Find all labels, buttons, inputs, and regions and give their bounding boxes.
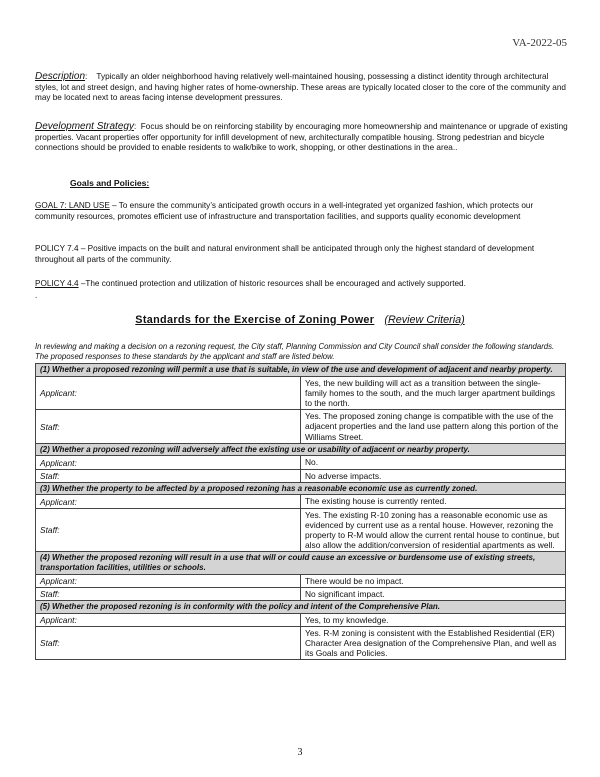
criterion-question: (4) Whether the proposed rezoning will result in a use that will or could cause an excessive or burdensome use of existing streets, transportation facilities, utilities or schools. bbox=[36, 552, 566, 574]
criterion-1-staff-row bbox=[36, 410, 566, 444]
standards-title-main: Standards for the Exercise of Zoning Power bbox=[135, 314, 375, 326]
applicant-label: Applicant: bbox=[36, 613, 301, 626]
criterion-3-applicant-row bbox=[36, 495, 566, 508]
description-text: Typically an older neighborhood having relatively well-maintained housing, possessing a distinct identity through architectural styles, lot and street design, and having higher rates of home-ownership. These areas are typically located closer to the core of the community and may be located next to areas facing intense development pressures. bbox=[35, 72, 566, 103]
goal7-paragraph bbox=[35, 201, 568, 222]
criteria-table bbox=[35, 363, 566, 660]
policy74-text: POLICY 7.4 – Positive impacts on the built and natural environment shall be anticipated through only the highest standard of development throughout all parts of the community. bbox=[35, 244, 535, 264]
applicant-response: No. bbox=[301, 456, 566, 469]
development-strategy-label: Development Strategy bbox=[35, 121, 134, 132]
criterion-3-question-row bbox=[36, 482, 566, 495]
staff-response: No significant impact. bbox=[301, 587, 566, 600]
policy44-paragraph bbox=[35, 279, 568, 290]
criterion-2-question-row bbox=[36, 443, 566, 456]
description-paragraph: Description: Typically an older neighborhood having relatively well-maintained housing, possessing a distinct identity through architectural styles, lot and street design, and having higher rates of home-ownership. These areas are typically located closer to the core of the community and may be located next to areas facing intense development pressures. bbox=[35, 71, 566, 103]
criterion-4-question-row bbox=[36, 552, 566, 574]
development-strategy-text: Focus should be on reinforcing stability by encouraging more homeownership and maintenance or upgrade of existing properties. Vacant properties offer opportunity for infill development of new, architecturally compatible housing. Strong pedestrian and bicycle connections should be provided to enable residents to walk/bike to work, shopping, or other destinations in the area.. bbox=[35, 122, 568, 153]
policy44-trailing-dot: . bbox=[35, 291, 38, 300]
staff-response: No adverse impacts. bbox=[301, 469, 566, 482]
criterion-3-staff-row bbox=[36, 508, 566, 552]
criterion-1-applicant-row bbox=[36, 376, 566, 410]
criterion-1-question-row bbox=[36, 364, 566, 377]
criterion-question: (1) Whether a proposed rezoning will permit a use that is suitable, in view of the use and development of adjacent and nearby property. bbox=[36, 364, 566, 377]
description-label: Description bbox=[35, 71, 86, 82]
applicant-response: The existing house is currently rented. bbox=[301, 495, 566, 508]
applicant-label: Applicant: bbox=[36, 495, 301, 508]
applicant-label: Applicant: bbox=[36, 376, 301, 410]
development-strategy-paragraph: Development Strategy: Focus should be on reinforcing stability by encouraging more homeownership and maintenance or upgrade of existing properties. Vacant properties offer opportunity for infill development of new, architecturally compatible housing. Strong pedestrian and bicycle connections should be provided to enable residents to walk/bike to work, shopping, or other destinations in the area.. bbox=[35, 121, 568, 153]
staff-response: Yes. R-M zoning is consistent with the Established Residential (ER) Character Area designation of the Comprehensive Plan, and well as its Goals and Policies. bbox=[301, 626, 566, 660]
document-id: VA-2022-05 bbox=[512, 37, 567, 49]
criterion-question: (3) Whether the property to be affected by a proposed rezoning has a reasonable economic use as currently zoned. bbox=[36, 482, 566, 495]
criterion-5-question-row bbox=[36, 601, 566, 614]
staff-response: Yes. The existing R-10 zoning has a reasonable economic use as evidenced by current use as a rental house. However, rezoning the property to R-M would allow the current rental house to continue, but also allow the addition/conversion of residential apartments as well. bbox=[301, 508, 566, 552]
policy74-paragraph bbox=[35, 244, 568, 265]
criterion-5-applicant-row bbox=[36, 613, 566, 626]
staff-label: Staff: bbox=[36, 410, 301, 444]
staff-label: Staff: bbox=[36, 587, 301, 600]
criterion-2-applicant-row bbox=[36, 456, 566, 469]
applicant-label: Applicant: bbox=[36, 574, 301, 587]
standards-title-sub: (Review Criteria) bbox=[384, 314, 465, 326]
staff-label: Staff: bbox=[36, 626, 301, 660]
goal7-label: GOAL 7: LAND USE bbox=[35, 201, 110, 210]
criterion-4-staff-row bbox=[36, 587, 566, 600]
staff-label: Staff: bbox=[36, 469, 301, 482]
criterion-question: (5) Whether the proposed rezoning is in conformity with the policy and intent of the Comprehensive Plan. bbox=[36, 601, 566, 614]
standards-intro: In reviewing and making a decision on a rezoning request, the City staff, Planning Commission and City Council shall consider the following standards. The proposed responses to these standards by the applicant and staff are listed below. bbox=[35, 342, 555, 362]
applicant-response: Yes, to my knowledge. bbox=[301, 613, 566, 626]
goal7-text: – To ensure the community’s anticipated growth occurs in a well-integrated yet organized fashion, which protects our community resources, promotes efficient use of infrastructure and transportation facilities, and supports quality economic development bbox=[35, 201, 534, 221]
policy44-text: –The continued protection and utilization of historic resources shall be encouraged and actively supported. bbox=[80, 279, 466, 288]
criterion-5-staff-row bbox=[36, 626, 566, 660]
policy44-label: POLICY 4.4 bbox=[35, 279, 79, 288]
applicant-response: Yes, the new building will act as a transition between the single-family homes to the south, and the much larger apartment buildings to the north. bbox=[301, 376, 566, 410]
standards-title bbox=[0, 314, 600, 326]
criterion-2-staff-row bbox=[36, 469, 566, 482]
staff-label: Staff: bbox=[36, 508, 301, 552]
goals-heading: Goals and Policies: bbox=[70, 178, 150, 188]
applicant-label: Applicant: bbox=[36, 456, 301, 469]
criterion-question: (2) Whether a proposed rezoning will adversely affect the existing use or usability of adjacent or nearby property. bbox=[36, 443, 566, 456]
staff-response: Yes. The proposed zoning change is compatible with the use of the adjacent properties and the land use pattern along this portion of the Williams Street. bbox=[301, 410, 566, 444]
page-number: 3 bbox=[297, 747, 303, 758]
applicant-response: There would be no impact. bbox=[301, 574, 566, 587]
criterion-4-applicant-row bbox=[36, 574, 566, 587]
